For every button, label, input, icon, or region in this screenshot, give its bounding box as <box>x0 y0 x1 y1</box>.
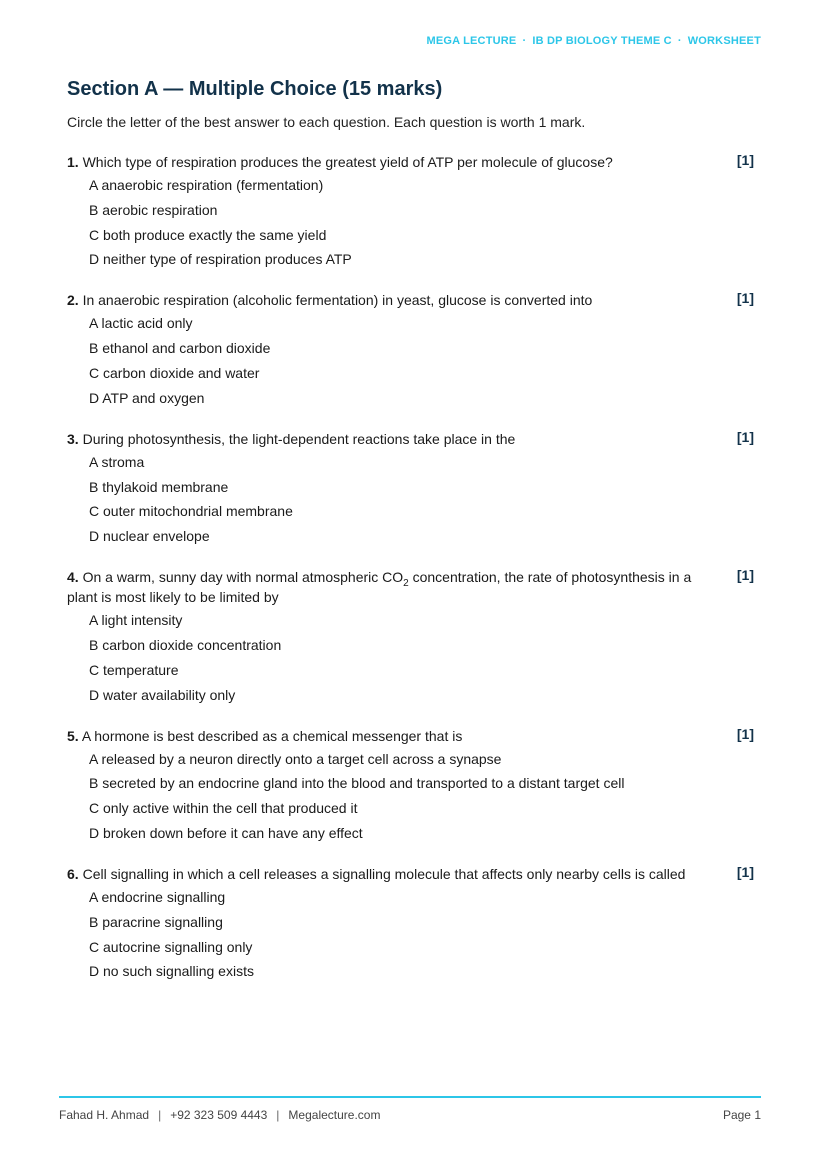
option-b[interactable]: B aerobic respiration <box>89 201 218 218</box>
section-title: Section A — Multiple Choice (15 marks) <box>67 78 443 100</box>
header-strip <box>426 35 761 47</box>
footer-author: Fahad H. Ahmad <box>59 1108 150 1122</box>
question-text: Which type of respiration produces the greatest yield of ATP per molecule of glucose? <box>82 154 613 170</box>
footer-separator: | <box>158 1108 162 1122</box>
option-c[interactable]: C carbon dioxide and water <box>89 364 260 381</box>
question-4 <box>67 565 757 704</box>
option-d[interactable]: D broken down before it can have any effect <box>89 824 363 841</box>
option-list <box>89 452 757 546</box>
question-number: 6. <box>67 865 79 882</box>
option-a[interactable]: A released by a neuron directly onto a target cell across a synapse <box>89 750 502 767</box>
question-text: A hormone is best described as a chemical messenger that is <box>81 727 463 744</box>
marks-badge: [1] <box>736 428 754 445</box>
question-text-after: concentration, the rate of photosynthesis in a plant is most likely to be limited by <box>67 569 692 606</box>
option-list <box>89 175 757 269</box>
question-1 <box>67 150 757 269</box>
option-list <box>89 749 757 843</box>
option-list <box>89 887 757 981</box>
option-b[interactable]: B carbon dioxide concentration <box>89 636 282 653</box>
option-a[interactable]: A stroma <box>89 453 145 470</box>
header-brand: MEGA LECTURE <box>426 35 517 47</box>
option-list <box>89 610 757 704</box>
question-3 <box>67 427 757 546</box>
header-separator: · <box>677 35 682 47</box>
question-stem <box>67 427 697 449</box>
question-stem <box>67 150 697 172</box>
option-c[interactable]: C only active within the cell that produced it <box>89 800 358 817</box>
footer-contact <box>59 1108 380 1122</box>
option-a[interactable]: A endocrine signalling <box>89 888 226 905</box>
marks-badge: [1] <box>736 152 754 168</box>
option-d[interactable]: D no such signalling exists <box>89 963 254 980</box>
option-a[interactable]: A lactic acid only <box>89 315 193 332</box>
option-d[interactable]: D nuclear envelope <box>89 528 210 545</box>
option-c[interactable]: C autocrine signalling only <box>89 938 253 955</box>
question-text: During photosynthesis, the light-dependent reactions take place in the <box>82 430 516 447</box>
option-d[interactable]: D ATP and oxygen <box>89 389 205 406</box>
option-c[interactable]: C outer mitochondrial membrane <box>89 503 293 520</box>
footer-divider <box>59 1096 761 1098</box>
option-b[interactable]: B ethanol and carbon dioxide <box>89 340 271 357</box>
marks-badge: [1] <box>736 290 754 307</box>
question-stem <box>67 288 697 310</box>
question-number: 5. <box>67 727 79 744</box>
option-d[interactable]: D neither type of respiration produces ATP <box>89 251 352 268</box>
option-b[interactable]: B secreted by an endocrine gland into the blood and transported to a distant target cell <box>89 775 625 792</box>
option-d[interactable]: D water availability only <box>89 686 236 703</box>
option-c[interactable]: C both produce exactly the same yield <box>89 226 327 243</box>
marks-badge: [1] <box>736 863 754 880</box>
footer-phone: +92 323 509 4443 <box>170 1108 268 1122</box>
question-text-before: On a warm, sunny day with normal atmospheric CO <box>82 569 404 586</box>
question-stem <box>67 862 697 884</box>
question-list <box>67 150 757 1000</box>
question-stem <box>67 565 697 607</box>
marks-badge: [1] <box>736 567 754 584</box>
question-5 <box>67 724 757 843</box>
option-b[interactable]: B paracrine signalling <box>89 913 223 930</box>
question-6 <box>67 862 757 981</box>
section-instructions: Circle the letter of the best answer to each question. Each question is worth 1 mark. <box>67 114 586 130</box>
marks-badge: [1] <box>736 725 754 742</box>
option-b[interactable]: B thylakoid membrane <box>89 478 229 495</box>
question-stem <box>67 724 697 746</box>
question-number: 1. <box>67 154 79 170</box>
header-doc-type: WORKSHEET <box>687 35 761 47</box>
question-number: 3. <box>67 430 79 447</box>
header-separator: · <box>522 35 527 47</box>
subscript-two: 2 <box>403 578 409 590</box>
question-number: 2. <box>67 292 79 309</box>
question-number: 4. <box>67 569 79 586</box>
option-a[interactable]: A light intensity <box>89 612 183 629</box>
footer-separator: | <box>276 1108 280 1122</box>
page-number: Page 1 <box>722 1108 761 1122</box>
header-course: IB DP BIOLOGY THEME C <box>532 35 672 47</box>
question-text: Cell signalling in which a cell releases a signalling molecule that affects only nearby cells is called <box>82 865 686 882</box>
question-2 <box>67 288 757 407</box>
question-text: In anaerobic respiration (alcoholic fermentation) in yeast, glucose is converted into <box>82 292 593 309</box>
option-list <box>89 313 757 407</box>
option-a[interactable]: A anaerobic respiration (fermentation) <box>89 177 324 193</box>
footer-website-link[interactable]: Megalecture.com <box>288 1108 381 1122</box>
option-c[interactable]: C temperature <box>89 661 179 678</box>
